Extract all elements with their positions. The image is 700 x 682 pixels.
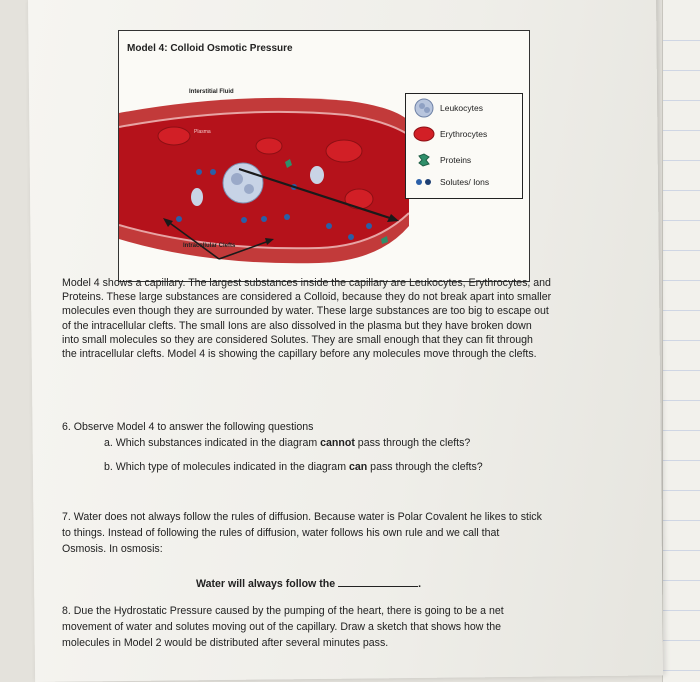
legend-item-solutes (412, 172, 489, 192)
model-title: Model 4: Colloid Osmotic Pressure (127, 43, 293, 54)
label-interstitial-fluid: Interstitial Fluid (189, 89, 234, 95)
legend-item-erythrocytes (412, 124, 487, 144)
leukocyte-icon (412, 98, 436, 118)
adjacent-lined-paper (662, 0, 700, 682)
question-6a: a. Which substances indicated in the diagram cannot pass through the clefts? (104, 437, 471, 449)
protein-icon (412, 152, 436, 168)
question-8-line: 8. Due the Hydrostatic Pressure caused by the pumping of the heart, there is going to be a net (62, 605, 504, 617)
question-6b: b. Which type of molecules indicated in the diagram can pass through the clefts? (104, 461, 483, 473)
question-7-line: to things. Instead of following the rules of diffusion, water follows his own rule and we call that (62, 527, 500, 539)
question-6-stem: 6. Observe Model 4 to answer the following questions (62, 421, 314, 433)
legend-label: Proteins (440, 155, 472, 165)
question-8-line: movement of water and solutes moving out of the capillary. Draw a sketch that shows how the (62, 621, 502, 633)
paragraph-line: the intracellular clefts. Model 4 is showing the capillary before any molecules move through the clefts. (62, 348, 537, 361)
legend-label: Erythrocytes (440, 129, 488, 139)
legend-label: Solutes/ Ions (440, 177, 490, 187)
model-4-figure (118, 30, 530, 282)
legend-label: Leukocytes (440, 103, 483, 113)
paragraph-line: Proteins. These large substances are considered a Colloid, because they do not break apart into smaller (62, 291, 552, 304)
erythrocyte-icon (412, 125, 436, 143)
question-7-line: 7. Water does not always follow the rules of diffusion. Because water is Polar Covalent he likes to stick (62, 511, 542, 523)
paragraph-line: molecules even though they are surrounded by water. These large substances are too big to escape out (62, 305, 549, 318)
paragraph-line: into small molecules so they are considered Solutes. They are small enough that they can fit through (62, 333, 533, 346)
diagram-legend (405, 93, 523, 199)
legend-item-proteins (412, 150, 471, 170)
paragraph-line: of the intracellular clefts. The small Ions are also dissolved in the plasma but they have broken down (62, 319, 532, 332)
question-7-fill-in: Water will always follow the . (196, 578, 422, 590)
model-description (62, 276, 592, 361)
answer-blank[interactable] (338, 577, 418, 587)
paragraph-line: Model 4 shows a capillary. The largest substances inside the capillary are Leukocytes, Erythrocytes, and (62, 277, 551, 289)
solute-icon (412, 176, 436, 188)
question-8-line: molecules in Model 2 would be distributed after several minutes pass. (62, 637, 389, 649)
question-7-line: Osmosis. In osmosis: (62, 543, 163, 555)
capillary-diagram (119, 91, 409, 266)
label-intracellular-clefts: Intracellular Clefts (183, 243, 236, 249)
label-plasma: Plasma (194, 129, 211, 135)
legend-item-leukocytes (412, 98, 483, 118)
